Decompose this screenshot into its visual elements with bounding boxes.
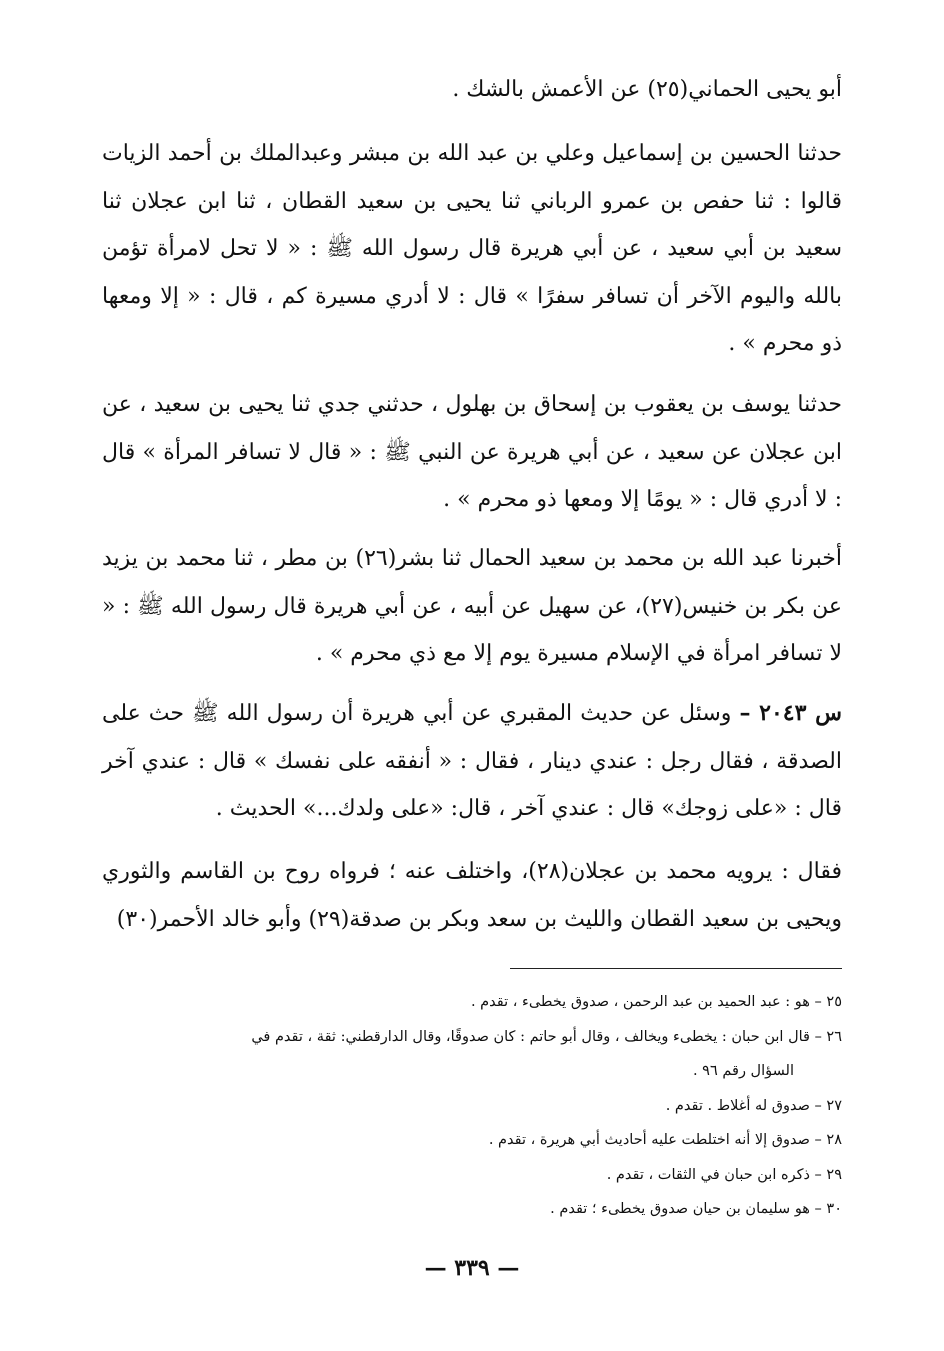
paragraph-hadith-3: أخبرنا عبد الله بن محمد بن سعيد الحمال ثنا بشر(٢٦) بن مطر ، ثنا محمد بن يزيد عن بكر بن خنيس(٢٧)، عن سهيل عن أبيه ، عن أبي هريرة قال رسول الله ﷺ : « لا تسافر امرأة في الإسلام مسيرة يوم إلا مع ذي محرم » . [102,546,843,666]
footnote-28: ٢٨ – صدوق إلا أنه اختلطت عليه أحاديث أبي هريرة ، تقدم . [488,1132,842,1148]
footnote-divider [510,968,842,969]
page-number: — ٣٣٩ — [424,1255,520,1281]
footnotes-list [102,985,842,1227]
footnote-26-continuation: السؤال رقم ٩٦ . [692,1063,794,1079]
paragraph-continuation: أبو يحيى الحماني(٢٥) عن الأعمش بالشك . [452,77,842,102]
paragraph-hadith-1: حدثنا الحسين بن إسماعيل وعلي بن عبد الله بن مبشر وعبدالملك بن أحمد الزيات قالوا : ثنا حفص بن عمرو الرباني ثنا يحيى بن سعيد القطان ، ثنا ابن عجلان ثنا سعيد بن أبي سعيد ، عن أبي هريرة قال رسول الله ﷺ : « لا تحل لامرأة تؤمن بالله واليوم الآخر أن تسافر سفرًا » قال : لا أدري مسيرة كم ، قال : « إلا ومعها ذو محرم » . [102,141,842,356]
paragraph-hadith-2: حدثنا يوسف بن يعقوب بن إسحاق بن بهلول ، حدثني جدي ثنا يحيى بن سعيد ، عن ابن عجلان عن سعيد ، عن أبي هريرة عن النبي ﷺ : « قال لا تسافر المرأة » قال : لا أدري قال : « يومًا إلا ومعها ذو محرم » . [102,392,842,512]
footnote-26: ٢٦ – قال ابن حبان : يخطىء ويخالف ، وقال أبو حاتم : كان صدوقًا، وقال الدارقطني: ثقة ، تقدم في [251,1028,842,1045]
question-number: س ٢٠٤٣ – [739,700,842,726]
footnote-25: ٢٥ – هو : عبد الحميد بن عبد الرحمن ، صدوق يخطىء ، تقدم . [470,994,842,1010]
question-paragraph [102,690,842,833]
footnote-30: ٣٠ – هو سليمان بن حيان صدوق يخطىء ؛ تقدم . [550,1201,842,1217]
footnote-27: ٢٧ – صدوق له أغلاط . تقدم . [665,1097,842,1114]
answer-paragraph: فقال : يرويه محمد بن عجلان(٢٨)، واختلف عنه ؛ فرواه روح بن القاسم والثوري ويحيى بن سعيد القطان والليث بن سعد وبكر بن صدقة(٢٩) وأبو خالد الأحمر(٣٠) [102,859,842,932]
question-text: وسئل عن حديث المقبري عن أبي هريرة أن رسول الله ﷺ حث على الصدقة ، فقال رجل : عندي دينار ، فقال : « أنفقه على نفسك » قال : عندي آخر قال : «على زوجك» قال : عندي آخر ، قال: «على ولدك...» الحديث . [102,701,842,821]
footnote-29: ٢٩ – ذكره ابن حبان في الثقات ، تقدم . [606,1166,842,1183]
